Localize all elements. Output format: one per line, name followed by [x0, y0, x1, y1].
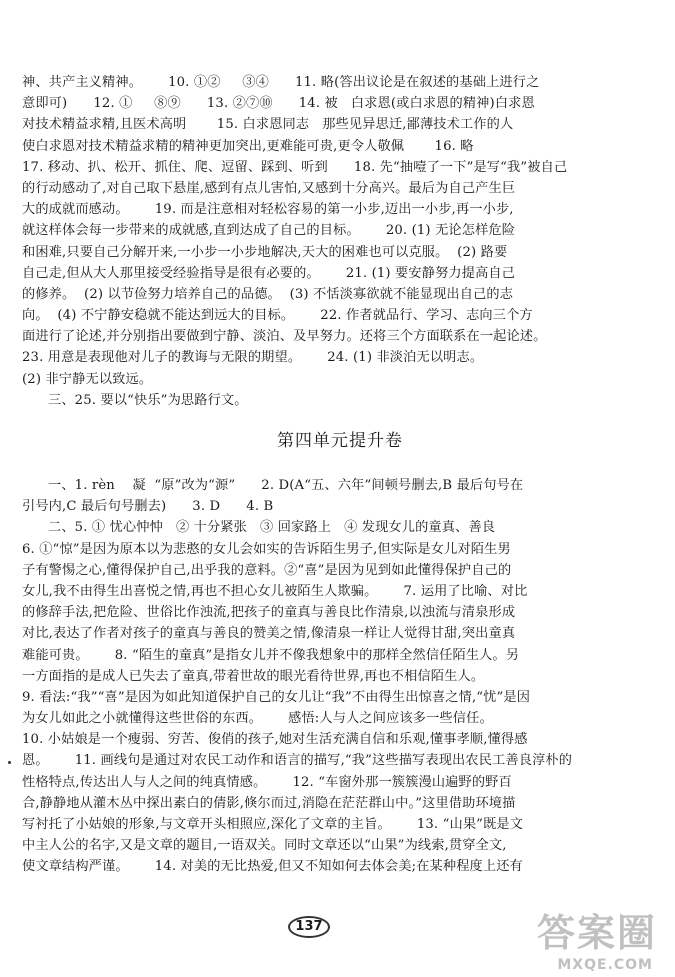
- text-line: 子有警惕之心,懂得保护自己,出乎我的意料。②“喜”是因为见到如此懂得保护自己的: [22, 562, 512, 578]
- text-line: 23. 用意是表现他对儿子的教诲与无限的期望。 24. (1) 非淡泊无以明志。: [22, 350, 484, 366]
- text-line: 神、共产主义精神。 10. ①② ③④ 11. 略(答出议论是在叙述的基础上进行之: [22, 75, 540, 90]
- text-line: 意即可) 12. ① ⑧⑨ 13. ②⑦⑩ 14. 被 白求恩(或白求恩的精神)白求恩: [22, 96, 535, 112]
- text-line: 一方面指的是成人已失去了童真,带着世故的眼光看待世界,再也不相信陌生人。: [22, 668, 485, 684]
- text-line: 为女儿如此之小就懂得这些世俗的东西。 感悟:人与人之间应该多一些信任。: [22, 711, 493, 727]
- text-line: 和困难,只要自己分解开来,一小步一小步地解决,天大的困难也可以克服。 (2) 路要: [22, 244, 508, 260]
- text-line: 女儿,我不由得生出喜悦之情,再也不担心女儿被陌生人欺骗。 7. 运用了比喻、对比: [22, 583, 528, 599]
- watermark-text: 答案圈: [536, 911, 657, 955]
- text-line: (2) 非宁静无以致远。: [22, 371, 153, 387]
- text-line: 17. 移动、扒、松开、抓住、爬、逗留、踩到、听到 18. 先“抽噎了一下”是写“我”被自己: [22, 159, 568, 175]
- section-title: 第四单元提升卷: [277, 431, 403, 451]
- text-line: 写衬托了小姑娘的形象,与文章开头相照应,深化了文章的主旨。 13. “山果”既是文: [22, 817, 524, 832]
- text-line: 10. 小姑娘是一个瘦弱、穷苦、俊俏的孩子,她对生活充满自信和乐观,懂事孝顺,懂得感: [22, 732, 528, 748]
- text-line: 的修辞手法,把危险、世俗比作浊流,把孩子的童真与善良比作清泉,以浊流与清泉形成: [22, 605, 516, 621]
- text-line: 性格特点,传达出人与人之间的纯真情感。 12. “车窗外那一簇簇漫山遍野的野百: [22, 774, 512, 790]
- text-line: 一、1. rèn 凝 “原”改为“源” 2. D(A“五、六年”间顿号删去,B 最后句号在: [48, 478, 524, 493]
- text-line: 大的成就而感动。 19. 而是注意相对轻松容易的第一小步,迈出一小步,再一小步,: [22, 202, 514, 218]
- page-number: 137: [288, 916, 330, 938]
- text-line: 恩。 11. 画线句是通过对农民工动作和语言的描写,“我”这些描写表现出农民工善良淳朴的: [22, 753, 573, 769]
- text-line: 中主人公的名字,又是文章的题目,一语双关。同时文章还以“山果”为线索,贯穿全文,: [22, 838, 507, 854]
- text-line: 三、25. 要以“快乐”为思路行文。: [48, 392, 248, 408]
- text-line: 使白求恩对技术精益求精的精神更加突出,更难能可贵,更令人敬佩 16. 略: [22, 138, 474, 154]
- watermark-url: MXQE.COM: [557, 957, 653, 973]
- text-line: 的修养。 (2) 以节俭努力培养自己的品德。 (3) 不恬淡寡欲就不能显现出自己的志: [22, 286, 514, 302]
- text-line: 面进行了论述,并分别指出要做到宁静、淡泊、及早努力。还将三个方面联系在一起论述。: [22, 329, 547, 345]
- text-line: 使文章结构严谨。 14. 对美的无比热爱,但又不知如何去体会美;在某种程度上还有: [22, 859, 523, 875]
- text-line: 合,静静地从灌木丛中探出素白的倩影,倏尔而过,消隐在茫茫群山中。”这里借助环境描: [22, 795, 516, 811]
- text-line: 9. 看法:“我”“喜”是因为如此知道保护自己的女儿让“我”不由得生出惊喜之情,“忧”是因: [22, 689, 531, 705]
- watermark-logo: [497, 911, 667, 973]
- text-line: 对技术精益求精,且医术高明 15. 白求恩同志 那些见异思迁,鄙薄技术工作的人: [22, 117, 514, 133]
- answer-block-unit4: [22, 475, 658, 878]
- text-line: 自己走,但从大人那里接受经验指导是很有必要的。 21. (1) 要安静努力提高自己: [22, 265, 516, 281]
- text-line: 二、5. ① 忧心忡忡 ② 十分紧张 ③ 回家路上 ④ 发现女儿的童真、善良: [48, 520, 496, 536]
- text-line: 引号内,C 最后句号删去) 3. D 4. B: [22, 499, 274, 515]
- answer-block-unit3: [22, 72, 658, 411]
- text-line: 6. ①“惊”是因为原本以为悲憨的女儿会如实的告诉陌生男子,但实际是女儿对陌生男: [22, 541, 511, 557]
- text-line: 就这样体会每一步带来的成就感,直到达成了自己的目标。 20. (1) 无论怎样危险: [22, 223, 516, 239]
- margin-dot: [8, 761, 11, 764]
- text-line: 难能可贵。 8. “陌生的童真”是指女儿并不像我想象中的那样全然信任陌生人。另: [22, 647, 520, 663]
- text-line: 对比,表达了作者对孩子的童真与善良的赞美之情,像清泉一样让人觉得甘甜,突出童真: [22, 626, 516, 642]
- text-line: 向。 (4) 不宁静安稳就不能达到远大的目标。 22. 作者就品行、学习、志向三个方: [22, 308, 533, 324]
- text-line: 的行动感动了,对自己取下悬崖,感到有点儿害怕,又感到十分高兴。最后为自己产生巨: [22, 180, 516, 196]
- answer-page: [22, 72, 658, 878]
